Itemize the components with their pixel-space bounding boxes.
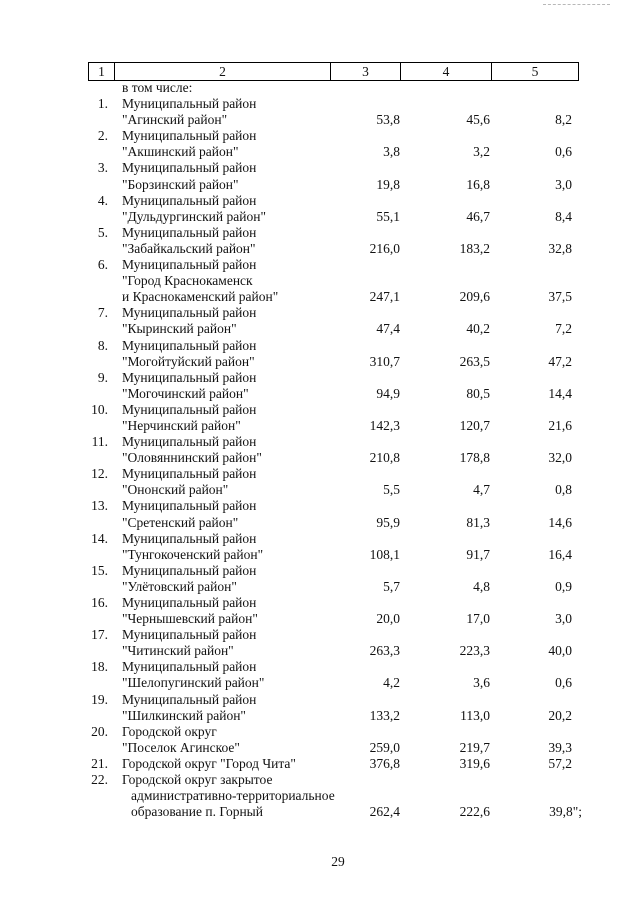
- table-row: [0, 627, 640, 659]
- row-name-line: Муниципальный район: [122, 627, 257, 643]
- row-value-col3: 53,8: [376, 112, 400, 128]
- table-row: [0, 724, 640, 756]
- row-value-col5: 40,0: [548, 643, 572, 659]
- row-value-col3: 4,2: [383, 675, 400, 691]
- table-rows: [0, 96, 640, 820]
- row-name-line: "Дульдургинский район": [122, 208, 266, 224]
- table-row: [0, 692, 640, 724]
- row-value-col3: 94,9: [376, 385, 400, 401]
- row-name-line: Муниципальный район: [122, 562, 257, 578]
- header-cell-col3: 3: [330, 63, 400, 80]
- row-value-col5: 14,4: [548, 385, 572, 401]
- row-name-line: Муниципальный район: [122, 466, 257, 482]
- row-name-line: "Могойтуйский район": [122, 353, 255, 369]
- row-value-col3: 376,8: [369, 755, 400, 771]
- row-name-line: "Чернышевский район": [122, 611, 258, 627]
- row-value-col4: 219,7: [459, 739, 490, 755]
- row-value-col4: 91,7: [466, 546, 490, 562]
- row-name-line: "Борзинский район": [122, 176, 239, 192]
- header-cell-col2: 2: [114, 63, 330, 80]
- row-name-line: Муниципальный район: [122, 128, 257, 144]
- row-name-line: Муниципальный район: [122, 96, 257, 112]
- row-number: 1.: [97, 96, 108, 112]
- table-intro-text: в том числе:: [122, 80, 193, 95]
- row-name-line: Муниципальный район: [122, 401, 257, 417]
- table-row: [0, 96, 640, 128]
- row-name-line: Муниципальный район: [122, 305, 257, 321]
- row-value-col3: 259,0: [369, 739, 400, 755]
- row-number: 8.: [97, 337, 108, 353]
- row-value-col3: 262,4: [369, 804, 400, 820]
- row-name-line: "Город Краснокаменск: [122, 273, 253, 289]
- row-value-col5: 47,2: [548, 353, 572, 369]
- scan-edge-rule: [543, 4, 610, 5]
- row-name-line: образование п. Горный: [131, 804, 263, 820]
- row-value-col3: 5,5: [383, 482, 400, 498]
- table-row: [0, 659, 640, 691]
- row-name-line: Муниципальный район: [122, 224, 257, 240]
- table-row: [0, 370, 640, 402]
- row-number: 18.: [91, 659, 108, 675]
- row-name-line: Муниципальный район: [122, 160, 257, 176]
- table-row: [0, 193, 640, 225]
- row-value-col3: 210,8: [369, 450, 400, 466]
- row-value-col5: 0,6: [555, 144, 572, 160]
- row-number: 2.: [97, 128, 108, 144]
- row-value-col5: 57,2: [548, 755, 572, 771]
- row-value-col3: 47,4: [376, 321, 400, 337]
- table-row: [0, 466, 640, 498]
- row-value-col5: 8,2: [555, 112, 572, 128]
- row-value-col5: 0,9: [555, 578, 572, 594]
- row-number: 9.: [97, 369, 108, 385]
- row-value-col4: 209,6: [459, 289, 490, 305]
- row-value-col4: 81,3: [466, 514, 490, 530]
- row-value-col5: 7,2: [555, 321, 572, 337]
- row-number: 11.: [91, 434, 108, 450]
- row-value-col4: 183,2: [459, 240, 490, 256]
- row-name-line: "Читинский район": [122, 643, 234, 659]
- table-row: [0, 595, 640, 627]
- row-name-line: Муниципальный район: [122, 434, 257, 450]
- row-number: 15.: [91, 562, 108, 578]
- row-value-col5: 21,6: [548, 417, 572, 433]
- row-value-col3: 263,3: [369, 643, 400, 659]
- row-value-col3: 310,7: [369, 353, 400, 369]
- row-value-col5: 20,2: [548, 707, 572, 723]
- row-value-col3: 247,1: [369, 289, 400, 305]
- row-value-col4: 319,6: [459, 755, 490, 771]
- row-value-col5: 32,0: [548, 450, 572, 466]
- row-number: 22.: [91, 772, 108, 788]
- row-name-line: "Кыринский район": [122, 321, 237, 337]
- row-name-line: "Оловяннинский район": [122, 450, 262, 466]
- row-value-col3: 20,0: [376, 611, 400, 627]
- row-value-col5: 16,4: [548, 546, 572, 562]
- row-value-col5: 8,4: [555, 208, 572, 224]
- row-number: 14.: [91, 530, 108, 546]
- row-number: 20.: [91, 723, 108, 739]
- table-row: [0, 563, 640, 595]
- row-name-line: Муниципальный район: [122, 530, 257, 546]
- row-number: 10.: [91, 401, 108, 417]
- row-value-col4: 222,6: [459, 804, 490, 820]
- row-value-col3: 19,8: [376, 176, 400, 192]
- table-row: [0, 772, 640, 820]
- table-row: [0, 128, 640, 160]
- table-row: [0, 402, 640, 434]
- row-name-line: Муниципальный район: [122, 659, 257, 675]
- row-number: 12.: [91, 466, 108, 482]
- row-value-col3: 216,0: [369, 240, 400, 256]
- row-name-line: "Могочинский район": [122, 385, 249, 401]
- row-name-line: Муниципальный район: [122, 498, 257, 514]
- row-name-line: Муниципальный район: [122, 691, 257, 707]
- row-value-col4: 45,6: [466, 112, 490, 128]
- row-value-col5: 39,8";: [549, 804, 582, 820]
- row-name-line: "Агинский район": [122, 112, 228, 128]
- row-value-col3: 3,8: [383, 144, 400, 160]
- row-value-col4: 178,8: [459, 450, 490, 466]
- row-name-line: Городской округ: [122, 723, 217, 739]
- row-name-line: Муниципальный район: [122, 257, 257, 273]
- row-value-col3: 133,2: [369, 707, 400, 723]
- row-value-col4: 263,5: [459, 353, 490, 369]
- row-name-line: "Забайкальский район": [122, 240, 256, 256]
- header-cell-col5: 5: [491, 63, 578, 80]
- row-number: 21.: [91, 755, 108, 771]
- row-value-col4: 17,0: [466, 611, 490, 627]
- row-name-line: Муниципальный район: [122, 369, 257, 385]
- table-row: [0, 257, 640, 305]
- row-value-col5: 3,0: [555, 176, 572, 192]
- row-value-col3: 108,1: [369, 546, 400, 562]
- row-name-line: Городской округ "Город Чита": [122, 755, 296, 771]
- row-value-col5: 37,5: [548, 289, 572, 305]
- table-row: [0, 531, 640, 563]
- row-number: 13.: [91, 498, 108, 514]
- table-row: [0, 160, 640, 192]
- row-value-col3: 142,3: [369, 417, 400, 433]
- row-value-col5: 0,8: [555, 482, 572, 498]
- row-value-col3: 5,7: [383, 578, 400, 594]
- row-value-col4: 40,2: [466, 321, 490, 337]
- header-cell-col4: 4: [400, 63, 491, 80]
- row-name-line: Муниципальный район: [122, 337, 257, 353]
- row-name-line: Муниципальный район: [122, 192, 257, 208]
- row-value-col5: 39,3: [548, 739, 572, 755]
- row-name-line: Муниципальный район: [122, 595, 257, 610]
- row-value-col5: 3,0: [555, 611, 572, 627]
- row-number: 7.: [97, 305, 108, 321]
- row-name-line: "Улётовский район": [122, 578, 237, 594]
- row-name-line: административно-территориальное: [131, 788, 335, 804]
- table-header-row: [88, 62, 579, 81]
- row-value-col5: 14,6: [548, 514, 572, 530]
- row-number: 17.: [91, 627, 108, 643]
- table-row: [0, 434, 640, 466]
- row-name-line: "Акшинский район": [122, 144, 239, 160]
- row-value-col4: 3,6: [473, 675, 490, 691]
- table-row: [0, 338, 640, 370]
- table-row: [0, 225, 640, 257]
- row-value-col4: 113,0: [460, 707, 490, 723]
- row-name-line: "Ононский район": [122, 482, 229, 498]
- row-number: 5.: [97, 224, 108, 240]
- row-value-col5: 0,6: [555, 675, 572, 691]
- row-number: 19.: [91, 691, 108, 707]
- row-name-line: "Сретенский район": [122, 514, 239, 530]
- row-name-line: "Шилкинский район": [122, 707, 246, 723]
- row-number: 6.: [97, 257, 108, 273]
- row-name-line: "Шелопугинский район": [122, 675, 265, 691]
- row-name-line: и Краснокаменский район": [122, 289, 279, 305]
- table-row: [0, 756, 640, 772]
- row-value-col4: 80,5: [466, 385, 490, 401]
- row-number: 3.: [97, 160, 108, 176]
- row-name-line: "Тунгокоченский район": [122, 546, 264, 562]
- row-value-col4: 3,2: [473, 144, 490, 160]
- row-value-col4: 120,7: [459, 417, 490, 433]
- row-value-col4: 46,7: [466, 208, 490, 224]
- row-value-col4: 223,3: [459, 643, 490, 659]
- row-value-col3: 55,1: [376, 208, 400, 224]
- row-number: 4.: [97, 192, 108, 208]
- row-name-line: Городской округ закрытое: [122, 772, 273, 788]
- row-value-col5: 32,8: [548, 240, 572, 256]
- row-value-col4: 4,8: [473, 578, 490, 594]
- header-cell-col1: 1: [98, 64, 105, 79]
- page-number: 29: [331, 854, 345, 869]
- row-value-col4: 16,8: [466, 176, 490, 192]
- table-body: [0, 80, 640, 820]
- row-name-line: "Поселок Агинское": [122, 739, 240, 755]
- row-value-col3: 95,9: [376, 514, 400, 530]
- row-value-col4: 4,7: [473, 482, 490, 498]
- table-row: [0, 498, 640, 530]
- table-row: [0, 305, 640, 337]
- row-number: 16.: [91, 595, 108, 610]
- row-name-line: "Нерчинский район": [122, 417, 241, 433]
